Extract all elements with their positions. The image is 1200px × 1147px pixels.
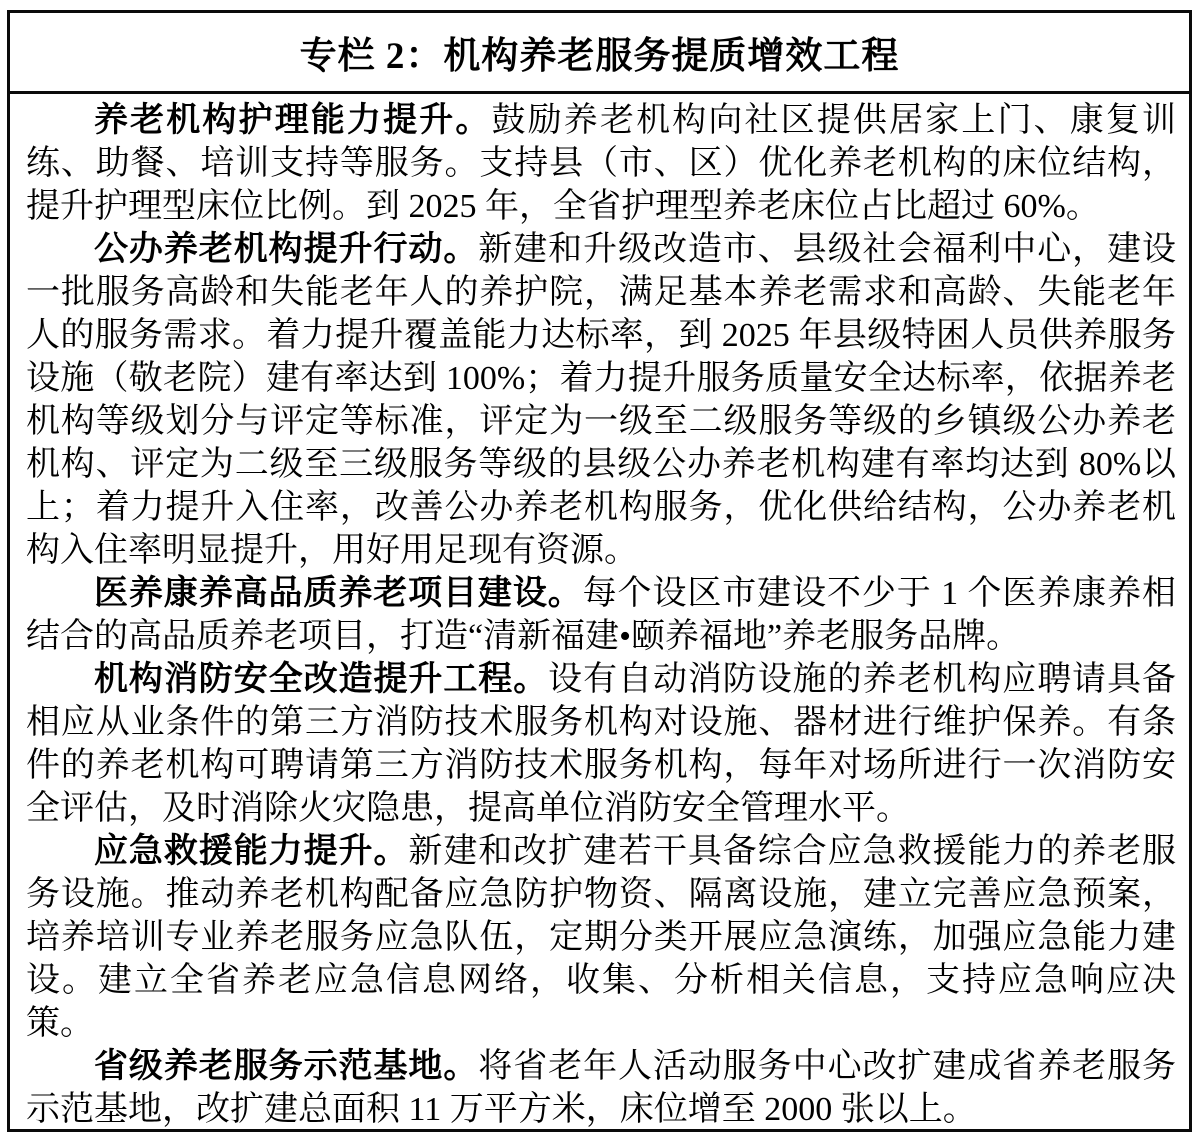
paragraph-text: 每个设区市建设不少于 1 个医养康养相结合的高品质养老项目，打造“清新福建•颐养福地”养老服务品牌。	[26, 575, 1177, 655]
paragraph-text: 新建和改扩建若干具备综合应急救援能力的养老服务设施。推动养老机构配备应急防护物资、隔离设施，建立完善应急预案，培养培训专业养老服务应急队伍，定期分类开展应急演练，加强应急能力建设。建立全省养老应急信息网络，收集、分析相关信息，支持应急响应决策。	[26, 833, 1177, 1042]
paragraph-lead: 省级养老服务示范基地。	[94, 1047, 479, 1085]
paragraph-text: 鼓励养老机构向社区提供居家上门、康复训练、助餐、培训支持等服务。支持县（市、区）优化养老机构的床位结构，提升护理型床位比例。到 2025 年，全省护理型养老床位占比超过 60%。	[26, 102, 1177, 225]
column-box-frame	[7, 10, 1192, 1132]
paragraph-emergency-rescue	[26, 830, 1176, 1045]
paragraph-text: 新建和升级改造市、县级社会福利中心，建设一批服务高龄和失能老年人的养护院，满足基本养老需求和高龄、失能老年人的服务需求。着力提升覆盖能力达标率，到 2025 年县级特困人员供养服务设施（敬老院）建有率达到 100%；着力提升服务质量安全达标率，依据养老机构等级划分与评定等标准，评定为一级至二级服务等级的乡镇级公办养老机构、评定为二级至三级服务等级的县级公办养老机构建有率均达到 80%以上；着力提升入住率，改善公办养老机构服务，优化供给结构，公办养老机构入住率明显提升，用好用足现有资源。	[26, 231, 1177, 569]
paragraph-text: 将省老年人活动服务中心改扩建成省养老服务示范基地，改扩建总面积 11 万平方米，床位增至 2000 张以上。	[26, 1048, 1177, 1128]
paragraph-provincial-demo-base	[26, 1045, 1176, 1131]
paragraph-lead: 医养康养高品质养老项目建设。	[94, 574, 583, 612]
paragraph-medical-care-projects	[26, 572, 1176, 658]
paragraph-text: 设有自动消防设施的养老机构应聘请具备相应从业条件的第三方消防技术服务机构对设施、器材进行维护保养。有条件的养老机构可聘请第三方消防技术服务机构，每年对场所进行一次消防安全评估，及时消除火灾隐患，提高单位消防安全管理水平。	[26, 661, 1177, 827]
column-box-title: 专栏 2：机构养老服务提质增效工程	[299, 36, 900, 77]
paragraph-fire-safety	[26, 658, 1176, 830]
paragraph-lead: 养老机构护理能力提升。	[94, 101, 492, 139]
paragraph-lead: 公办养老机构提升行动。	[94, 230, 479, 268]
paragraph-lead: 机构消防安全改造提升工程。	[94, 660, 549, 698]
paragraph-lead: 应急救援能力提升。	[94, 832, 409, 870]
column-box-title-row	[10, 13, 1189, 94]
paragraph-nursing-capability	[26, 99, 1176, 228]
paragraph-public-institutions	[26, 228, 1176, 572]
column-box-body	[10, 94, 1189, 1131]
